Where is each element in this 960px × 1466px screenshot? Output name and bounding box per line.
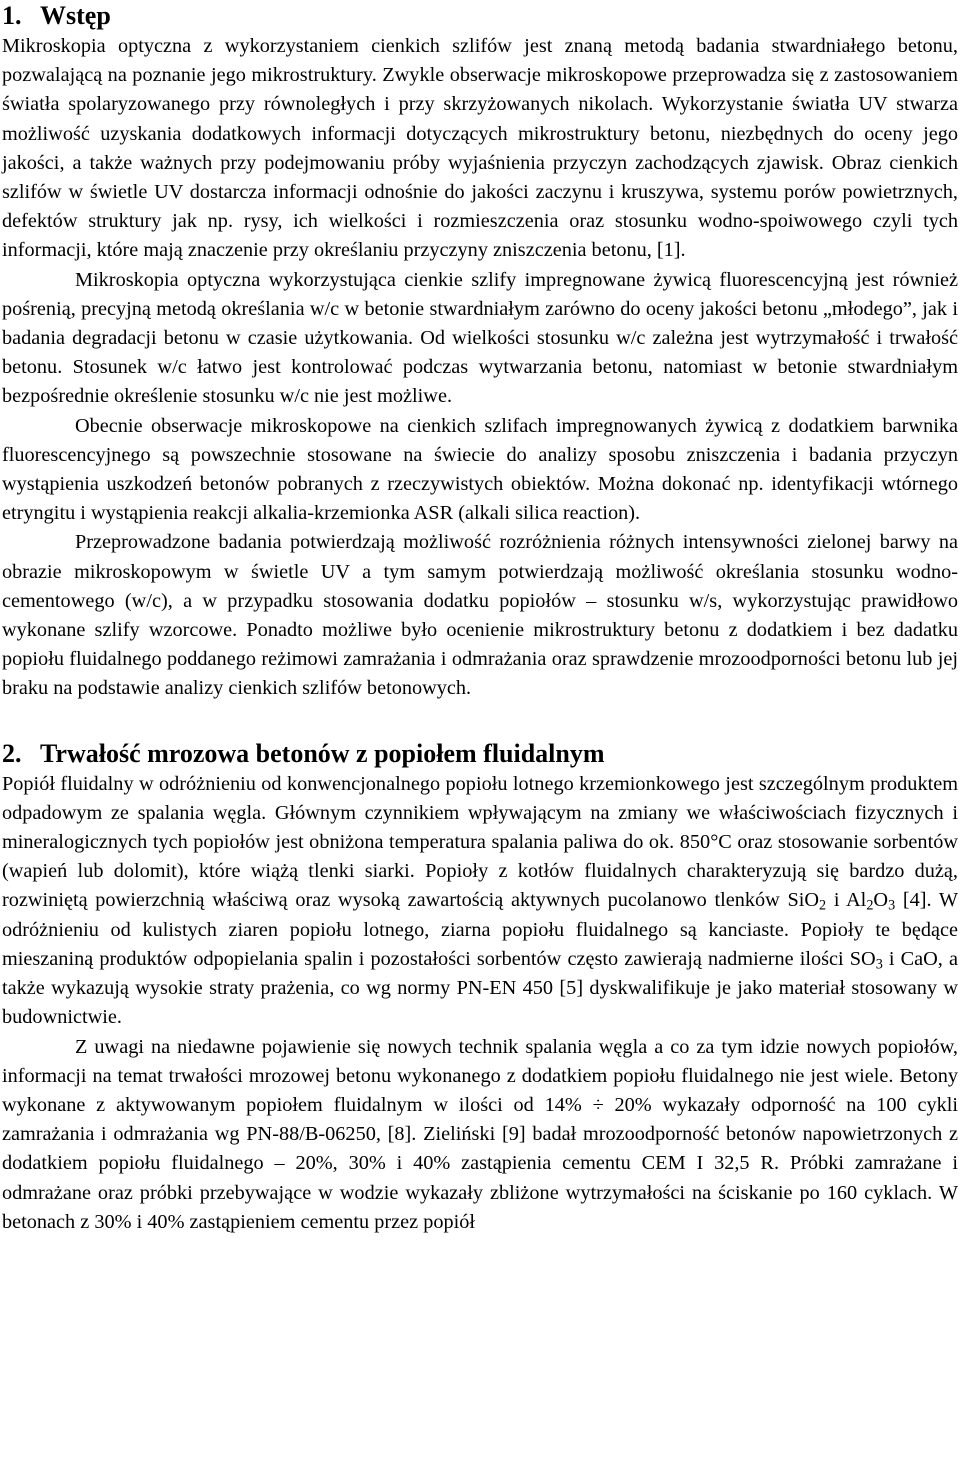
section-1-paragraph-3: Obecnie obserwacje mikroskopowe na cienkich szlifach impregnowanych żywicą z dodatkiem barwnika fluorescencyjnego są powszechnie stosowane na świecie do analizy sposobu zniszczenia i badania przyczyn wystąpienia uszkodzeń betonów pobranych z rzeczywistych obiektów. Można dokonać np. identyfikacji wtórnego etryngitu i wystąpienia reakcji alkalia-krzemionka ASR (alkali silica reaction).	[2, 414, 958, 525]
section-1-title: Wstęp	[40, 1, 111, 30]
section-2-heading	[2, 738, 958, 770]
formula-so3	[849, 947, 883, 973]
formula-o-subscript: 3	[888, 898, 896, 915]
section-1-number: 1.	[2, 1, 22, 30]
formula-al-subscript: 2	[866, 898, 874, 915]
section-1-paragraph-2: Mikroskopia optyczna wykorzystująca cienkie szlify impregnowane żywicą fluorescencyjną jest również pośrenią, precyjną metodą określania w/c w betonie stwardniałym zarówno do oceny jakości betonu „młodego”, jak i badania degradacji betonu w czasie użytkowania. Od wielkości stosunku w/c zależna jest wytrzymałość i trwałość betonu. Stosunek w/c łatwo jest kontrolować podczas wytwarzania betonu, natomiast w betonie stwardniałym bezpośrednie określenie stosunku w/c nie jest możliwe.	[2, 268, 958, 408]
section-1-heading	[2, 0, 958, 32]
section-2-paragraph-1-text-c: i CaO, a także wykazują wysokie straty prażenia, co wg normy PN-EN 450 [5] dyskwalifikuje je jako materiał stosowany w budownictwie.	[2, 947, 958, 1029]
formula-sio2	[787, 889, 827, 915]
section-2-title: Trwałość mrozowa betonów z popiołem fluidalnym	[40, 738, 605, 768]
formula-o-base: O	[873, 889, 889, 912]
section-2-paragraph-1	[2, 770, 958, 1033]
section-2-paragraph-2: Z uwagi na niedawne pojawienie się nowych technik spalania węgla a co za tym idzie nowych popiołów, informacji na temat trwałości mrozowej betonu wykonanego z dodatkiem popiołu fluidalnego nie jest wiele. Betony wykonane z aktywowanym popiołem fluidalnym w ilości od 14% ÷ 20% wykazały odporność na 100 cykli zamrażania i odmrażania wg PN-88/B-06250, [8]. Zieliński [9] badał mrozoodporność betonów napowietrzonych z dodatkiem popiołu fluidalnego – 20%, 30% i 40% zastąpienia cementu CEM I 32,5 R. Próbki zamrażane i odmrażane oraz próbki przebywające w wodzie wykazały zbliżone wytrzymałości na ściskanie po 160 cyklach. W betonach z 30% i 40% zastąpieniem cementu przez popiół	[2, 1035, 958, 1233]
formula-sio2-base: SiO	[787, 889, 820, 912]
formula-al-base: Al	[846, 889, 867, 912]
formula-connector: i	[826, 889, 847, 912]
section-2-paragraph-1-text-b: [4]. W odróżnieniu od kulistych ziaren popiołu lotnego, ziarna popiołu fluidalnego są kanciaste. Popioły te będące mieszaniną produktów odpopielania spalin i pozostałości sorbentów często zawierają nadmierne ilości	[2, 889, 959, 970]
formula-so3-base: SO	[849, 947, 876, 970]
formula-al2o3	[846, 889, 896, 915]
section-2-paragraph-1-text-a: Popiół fluidalny w odróżnieniu od konwencjonalnego popiołu lotnego krzemionkowego jest szczególnym produktem odpadowym ze spalania węgla. Głównym czynnikiem wpływającym na zmiany we właściwościach fizycznych i mineralogicznych tych popiołów jest obniżona temperatura spalania paliwa do ok. 850°C oraz stosowanie sorbentów (wapień lub dolomit), które wiążą tlenki siarki. Popioły z kotłów fluidalnych charakteryzują się bardzo dużą, rozwiniętą powierzchnią właściwą oraz wysoką zawartością aktywnych pucolanowo tlenków	[2, 772, 958, 912]
formula-so3-subscript: 3	[875, 956, 883, 973]
formula-sio2-subscript: 2	[819, 898, 827, 915]
section-1-paragraph-1: Mikroskopia optyczna z wykorzystaniem cienkich szlifów jest znaną metodą badania stwardniałego betonu, pozwalającą na poznanie jego mikrostruktury. Zwykle obserwacje mikroskopowe przeprowadza się z zastosowaniem światła spolaryzowanego przy równoległych i przy skrzyżowanych nikolach. Wykorzystanie światła UV stwarza możliwość uzyskania dodatkowych informacji dotyczących mikrostruktury betonu, niezbędnych do oceny jego jakości, a także ważnych przy podejmowaniu próby wyjaśnienia przyczyn zachodzących zjawisk. Obraz cienkich szlifów w świetle UV dostarcza informacji odnośnie do jakości zaczynu i kruszywa, systemu porów powietrznych, defektów struktury jak np. rysy, ich wielkości i rozmieszczenia oraz stosunku wodno-spoiwowego czyli tych informacji, które mają znaczenie przy określaniu przyczyny zniszczenia betonu, [1].	[2, 35, 958, 262]
section-2-number: 2.	[2, 738, 22, 768]
section-1-paragraph-4: Przeprowadzone badania potwierdzają możliwość rozróżnienia różnych intensywności zielonej barwy na obrazie mikroskopowym w świetle UV a tym samym potwierdzają możliwość określania stosunku wodno-cementowego (w/c), a w przypadku stosowania dodatku popiołów – stosunku w/s, wykorzystując prawidłowo wykonane szlify wzorcowe. Ponadto możliwe było ocenienie mikrostruktury betonu z dodatkiem i bez dadatku popiołu fluidalnego poddanego reżimowi zamrażania i odmrażania oraz sprawdzenie mrozoodporności betonu lub jej braku na podstawie analizy cienkich szlifów betonowych.	[2, 531, 958, 700]
